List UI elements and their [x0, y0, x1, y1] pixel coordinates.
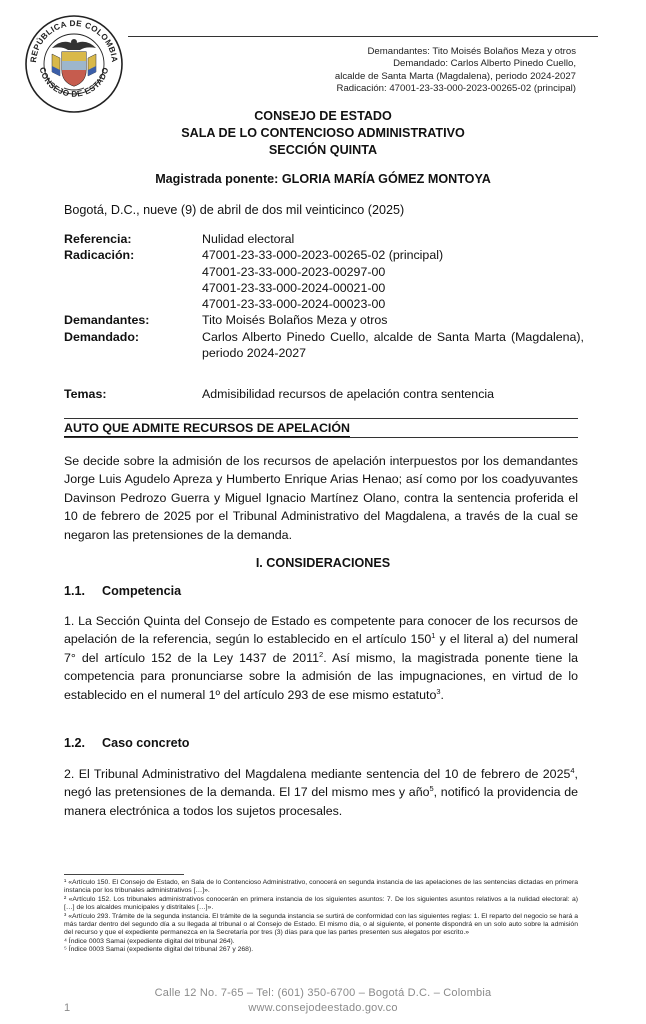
- auto-title: [64, 418, 578, 435]
- radicacion-label: Radicación:: [64, 248, 135, 263]
- text-run: , notificó la providencia de manera electrónica a todos los sujetos procesales.: [64, 785, 578, 818]
- referencia-label: Referencia:: [64, 232, 132, 246]
- temas-row: [64, 386, 584, 402]
- section-heading-consideraciones: I. CONSIDERACIONES: [255, 556, 391, 570]
- footnote: ³ «Artículo 293. Trámite de la segunda instancia. El trámite de la segunda instancia se surtirá de conformidad con las siguientes reglas: 1. El reparto del negocio se hará a más tardar dentro del segundo día a su llegada al tribunal o al Consejo de Estado. El mismo día, o al siguiente, el ponente dispondrá en un solo auto sobre la admisión del recurso y que el expediente permanezca en la Secretaría por tres (3) días para que las partes presenten sus alegatos por escrito.»: [64, 912, 578, 937]
- case-metadata: [64, 231, 584, 361]
- demandantes-label: Demandantes:: [64, 313, 150, 328]
- demandado-value: Carlos Alberto Pinedo Cuello, alcalde de Santa Marta (Magdalena), periodo 2024-2027: [202, 329, 584, 361]
- running-header: [335, 46, 576, 96]
- demandantes-value: Tito Moisés Bolaños Meza y otros: [202, 313, 388, 328]
- footnote-ref[interactable]: 4: [570, 765, 575, 775]
- header-demandado: Demandado: Carlos Alberto Pinedo Cuello,: [393, 58, 576, 70]
- text-run: , negó las pretensiones de la demanda. El 17 del mismo mes y año: [64, 767, 578, 800]
- radicacion-list: [202, 247, 584, 312]
- footnote: ⁴ Índice 0003 Samai (expediente digital del tribunal 264).: [64, 937, 235, 945]
- footnote-ref[interactable]: 2: [319, 649, 324, 659]
- temas-value: Admisibilidad recursos de apelación contra sentencia: [202, 387, 495, 401]
- coat-of-arms-seal: [22, 10, 126, 114]
- seal-top-text: REPÚBLICA DE COLOMBIA: [28, 18, 120, 63]
- text-run: .: [440, 687, 444, 702]
- text-run: . Así mismo, la magistrada ponente tiene la competencia para pronunciarse sobre la admisión de las impugnaciones, en virtud de lo establecido en el numeral 1º del artículo 293 de ese mismo estatuto: [64, 650, 578, 702]
- text-run: 2. El Tribunal Administrativo del Magdalena mediante sentencia del 10 de febrero de 2025: [64, 767, 571, 781]
- footnotes: [64, 879, 578, 955]
- competencia-paragraph: [64, 612, 578, 704]
- temas-block: [64, 386, 584, 402]
- referencia-row: [64, 231, 584, 247]
- subheading-title: Competencia: [102, 584, 182, 598]
- footnote-separator: [64, 874, 184, 875]
- header-demandantes: Demandantes: Tito Moisés Bolaños Meza y otros: [367, 46, 576, 57]
- temas-label: Temas:: [64, 387, 107, 401]
- referencia-value: Nulidad electoral: [202, 232, 295, 246]
- seal-bottom-text: CONSEJO DE ESTADO: [37, 66, 111, 99]
- demandado-row: [64, 329, 584, 362]
- text-run: 1. La Sección Quinta del Consejo de Estado es competente para conocer de los recursos de apelación de la referencia, según lo establecido en el artículo 150: [64, 614, 578, 647]
- radicacion-item: 47001-23-33-000-2024-00023-00: [202, 297, 386, 312]
- auto-title-text: AUTO QUE ADMITE RECURSOS DE APELACIÓN: [64, 421, 350, 435]
- magistrada-ponente: Magistrada ponente: GLORIA MARÍA GÓMEZ MONTOYA: [155, 172, 491, 186]
- auto-title-rule: [64, 437, 578, 438]
- footnote: ⁵ Índice 0003 Samai (expediente digital del tribunal 267 y 268).: [64, 946, 254, 954]
- caso-paragraph: [64, 765, 578, 820]
- radicacion-item: 47001-23-33-000-2023-00297-00: [202, 264, 386, 279]
- page-number: 1: [64, 1002, 71, 1014]
- intro-paragraph: Se decide sobre la admisión de los recursos de apelación interpuestos por los demandantes Jorge Luis Agudelo Apreza y Humberto Enrique Arias Henao; así como por los coadyuvantes Davinson Pedrozo Guerra y Miguel Ignacio Martínez Olano, contra la sentencia proferida el 10 de febrero de 2025 por el Tribunal Administrativo del Magdalena, a través de la cual se negaron las pretensiones de la demanda.: [64, 454, 578, 542]
- demandantes-row: [64, 312, 584, 328]
- radicacion-item: 47001-23-33-000-2023-00265-02 (principal): [202, 248, 444, 263]
- institution-heading: [0, 108, 646, 159]
- footnote: ² «Artículo 152. Los tribunales administrativos conocerán en primera instancia de los siguientes asuntos: 7. De los siguientes asuntos relativos a la nulidad electoral: a) […] de los alcaldes municipales y distritales […]».: [64, 895, 578, 912]
- document-date: Bogotá, D.C., nueve (9) de abril de dos mil veinticinco (2025): [64, 203, 405, 217]
- radicacion-row: [64, 247, 584, 312]
- text-run: y el literal a) del numeral 7° del artículo 152 de la Ley 1437 de 2011: [64, 632, 579, 665]
- subheading-title: Caso concreto: [102, 736, 190, 750]
- subheading-number: 1.2.: [64, 736, 86, 750]
- subheading-competencia: [64, 584, 181, 598]
- footnote-ref[interactable]: 3: [436, 686, 441, 696]
- institution-line3: SECCIÓN QUINTA: [268, 143, 378, 157]
- subheading-number: 1.1.: [64, 584, 86, 598]
- footer-website[interactable]: www.consejodeestado.gov.co: [248, 1002, 398, 1014]
- footer-address: Calle 12 No. 7-65 – Tel: (601) 350-6700 – Bogotá D.C. – Colombia: [154, 987, 492, 999]
- institution-line1: CONSEJO DE ESTADO: [254, 109, 392, 123]
- header-alcalde: alcalde de Santa Marta (Magdalena), periodo 2024-2027: [334, 70, 576, 82]
- header-radicacion: Radicación: 47001-23-33-000-2023-00265-02 (principal): [336, 83, 576, 95]
- subheading-caso-concreto: [64, 736, 189, 750]
- radicacion-item: 47001-23-33-000-2024-00021-00: [202, 280, 386, 295]
- demandado-label: Demandado:: [64, 329, 140, 344]
- footnote-ref[interactable]: 1: [431, 631, 436, 641]
- header-rule: [128, 36, 598, 37]
- footnote-ref[interactable]: 5: [429, 784, 434, 794]
- institution-line2: SALA DE LO CONTENCIOSO ADMINISTRATIVO: [181, 126, 465, 140]
- footnote: ¹ «Artículo 150. El Consejo de Estado, en Sala de lo Contencioso Administrativo, conocerá en segunda instancia de las apelaciones de las sentencias dictadas en primera instancia por los tribunales administrativos […]».: [64, 879, 578, 895]
